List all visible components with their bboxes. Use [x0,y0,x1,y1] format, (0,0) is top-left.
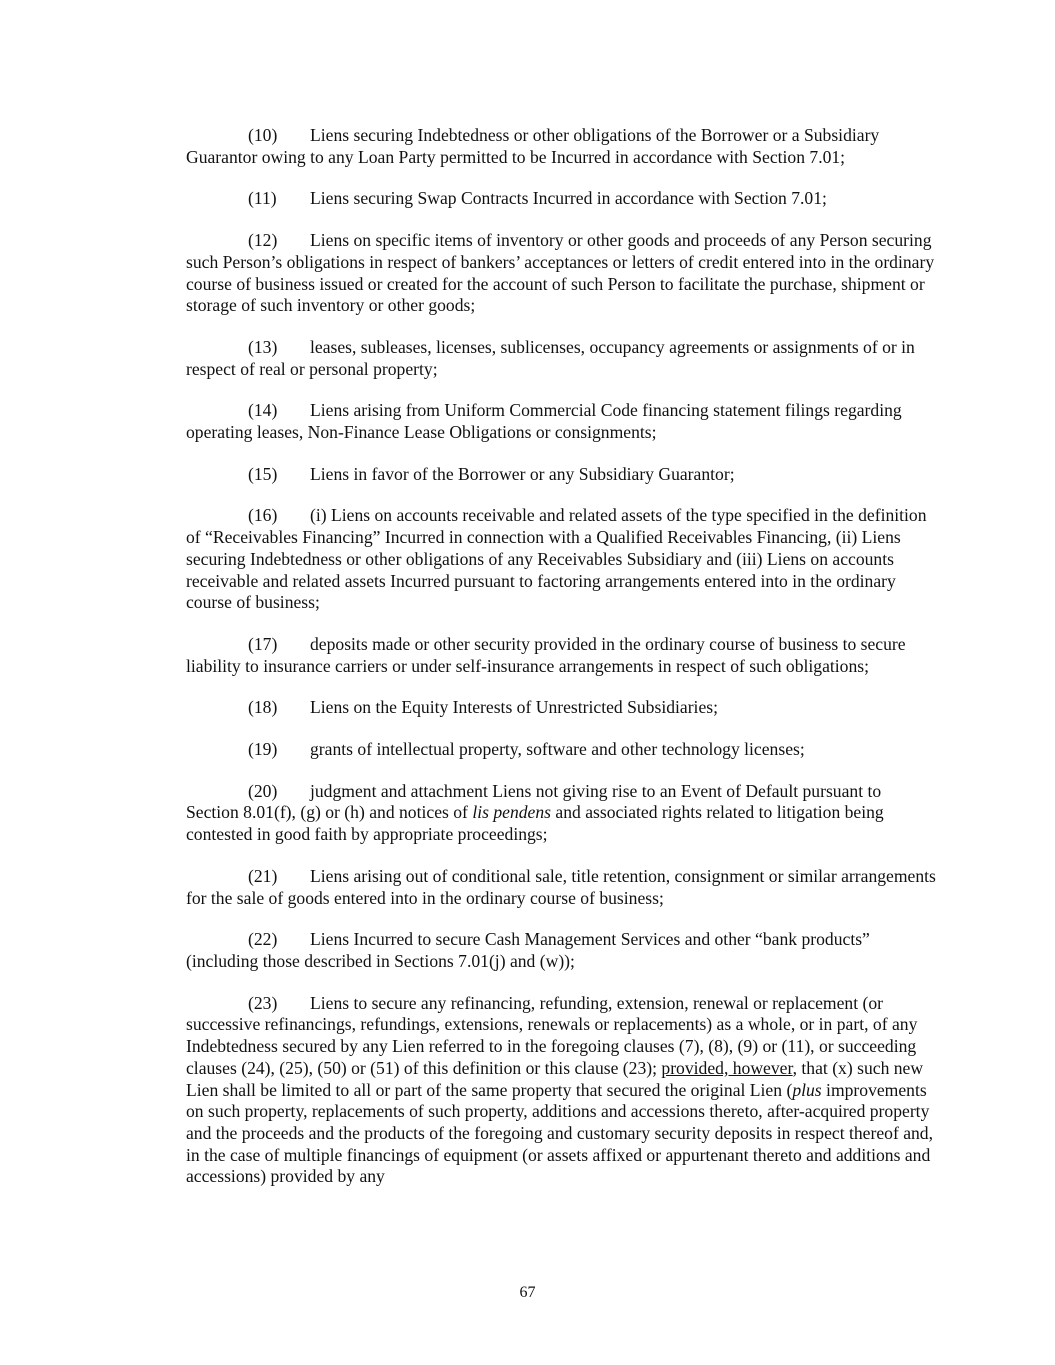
clause-text: leases, subleases, licenses, sublicenses, occupancy agreements or assignments of or in respect of real or personal property; [186,336,915,379]
clause-17 [186,634,936,677]
clause-text: judgment and attachment Liens not giving rise to an Event of Default pursuant to Section 8.01(f), (g) or (h) and notices of [186,780,882,823]
clause-number: (16) [248,505,278,526]
clause-text: grants of intellectual property, software and other technology licenses; [310,739,805,760]
clause-18 [186,697,936,719]
clause-underlined-term: provided, however [661,1057,793,1078]
clause-text: improvements on such property, replacements of such property, additions and accessions thereto, after-acquired property and the proceeds and the products of the foregoing and customary security deposits in respect thereof and, in the case of multiple financings of equipment (or assets affixed or appurtenant thereto and additions and accessions) provided by any [186,1079,934,1187]
page-number: 67 [519,1284,536,1301]
clause-text: , that (x) such new Lien shall be limited to all or part of the same property that secured the original Lien ( [186,1057,924,1100]
clause-number: (23) [248,992,278,1013]
clause-13 [186,337,936,380]
clause-number: (12) [248,230,278,251]
clause-number: (19) [248,739,278,760]
clause-number: (10) [248,125,278,145]
clause-number: (20) [248,780,278,801]
clause-text: Liens on the Equity Interests of Unrestricted Subsidiaries; [310,697,718,718]
document-body [186,125,936,1208]
clause-number: (11) [248,188,277,209]
clause-number: (18) [248,697,278,718]
clause-23 [186,993,936,1188]
clause-text: Liens to secure any refinancing, refunding, extension, renewal or replacement (or successive refinancings, refundings, extensions, renewals or replacements) as a whole, or in part, of any Indebtedness secured by any Lien referred to in the foregoing clauses (7), (8), (9) or (11), or succeeding clauses (24), (25), (50) or (51) of this definition or this clause (23); [186,992,918,1078]
clause-16 [186,505,936,614]
clause-number: (21) [248,865,278,886]
clause-text: Liens securing Indebtedness or other obligations of the Borrower or a Subsidiary Guarantor owing to any Loan Party permitted to be Incurred in accordance with Section 7.01; [186,125,880,167]
clause-number: (13) [248,336,278,357]
clause-text: Liens in favor of the Borrower or any Subsidiary Guarantor; [310,463,735,484]
clause-number: (22) [248,929,278,950]
clause-text: Liens Incurred to secure Cash Management Services and other “bank products” (including those described in Sections 7.01(j) and (w)); [186,929,870,971]
clause-14 [186,400,936,443]
clause-11 [186,188,936,210]
clause-10 [186,125,936,168]
clause-number: (14) [248,400,278,421]
clause-text: (i) Liens on accounts receivable and related assets of the type specified in the definition of “Receivables Financing” Incurred in connection with a Qualified Receivables Financing, (ii) Liens securing Indebtedness or other obligations of any Receivables Subsidiary and (iii) Liens on accounts receivable and related assets Incurred pursuant to factoring arrangements entered into in the ordinary course of business; [186,505,927,613]
clause-number: (15) [248,463,278,484]
clause-italic-term: plus [792,1079,822,1100]
clause-text: deposits made or other security provided in the ordinary course of business to secure liability to insurance carriers or under self-insurance arrangements in respect of such obligations; [186,633,906,676]
clause-19 [186,739,936,761]
clause-21 [186,866,936,909]
clause-text: and associated rights related to litigation being contested in good faith by appropriate proceedings; [186,802,884,845]
clause-20 [186,781,936,846]
clause-text: Liens securing Swap Contracts Incurred in accordance with Section 7.01; [310,188,827,209]
clause-12 [186,230,936,317]
clause-italic-term: lis pendens [472,802,551,823]
clause-15 [186,464,936,486]
clause-number: (17) [248,633,278,654]
clause-text: Liens arising out of conditional sale, title retention, consignment or similar arrangements for the sale of goods entered into in the ordinary course of business; [186,865,936,908]
clause-22 [186,929,936,972]
clause-text: Liens arising from Uniform Commercial Code financing statement filings regarding operating leases, Non-Finance Lease Obligations or consignments; [186,400,902,443]
clause-text: Liens on specific items of inventory or other goods and proceeds of any Person securing such Person’s obligations in respect of bankers’ acceptances or letters of credit entered into in the ordinary course of business issued or created for the account of such Person to facilitate the purchase, shipment or storage of such inventory or other goods; [186,230,935,316]
